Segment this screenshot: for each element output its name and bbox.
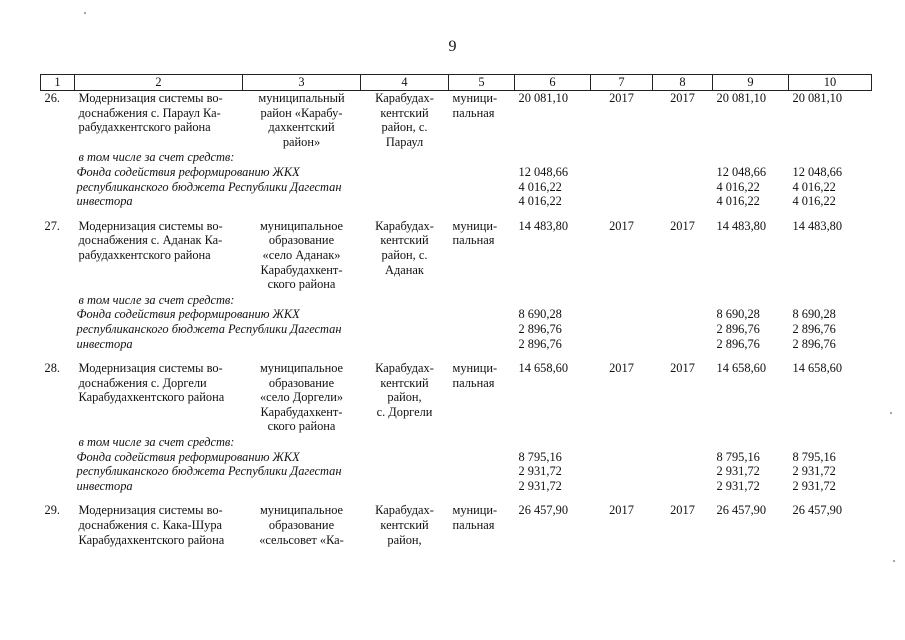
funding-source-row (41, 337, 872, 352)
funding-source-row (41, 464, 872, 479)
project-row (41, 503, 872, 547)
spacer-cell (41, 464, 75, 479)
funding-source-col9: 2 931,72 (716, 464, 760, 479)
column-number: 4 (361, 75, 449, 91)
spacer-cell (41, 194, 75, 209)
project-name-line: рабудахкентского района (78, 247, 211, 262)
spacer-cell (653, 307, 713, 322)
funding-source-label: республиканского бюджета Республики Дагестан (76, 464, 342, 479)
spacer-cell (41, 149, 75, 165)
spacer-cell (653, 180, 713, 195)
funding-source-col10: 4 016,22 (792, 194, 836, 209)
project-owner-line: «село Доргели» (259, 390, 344, 405)
project-name-line: доснабжения с. Доргели (78, 375, 207, 390)
ownership-line: пальная (452, 105, 495, 120)
spacer-cell (41, 307, 75, 322)
project-owner (243, 503, 361, 547)
funding-source-amount: 4 016,22 (518, 179, 562, 194)
project-name-line: Модернизация системы во- (78, 503, 223, 518)
spacer-cell (41, 180, 75, 195)
funding-source-label: Фонда содействия реформированию ЖКХ (76, 307, 300, 322)
project-name (75, 91, 243, 150)
project-owner-line: образование (268, 375, 335, 390)
column-9-value: 14 483,80 (716, 218, 767, 233)
column-10-value: 14 658,60 (792, 361, 843, 376)
project-owner-line: муниципальное (259, 361, 344, 376)
funding-source-amount: 8 795,16 (518, 449, 562, 464)
project-owner-line: Карабудахкент- (260, 262, 343, 277)
total-cost: 14 658,60 (518, 361, 569, 376)
funding-source-col9: 8 690,28 (716, 307, 760, 322)
funding-source-label: Фонда содействия реформированию ЖКХ (76, 164, 300, 179)
project-owner-line: «сельсовет «Ка- (259, 532, 344, 547)
spacer-cell (653, 479, 713, 494)
project-owner-line: муниципальный (258, 91, 345, 105)
project-owner-line: муниципальное (259, 218, 344, 233)
funding-source-amount: 8 690,28 (518, 307, 562, 322)
funding-source-label: республиканского бюджета Республики Дагестан (76, 321, 342, 336)
column-number: 3 (243, 75, 361, 91)
start-year: 2017 (609, 503, 634, 518)
project-name-line: Карабудахкентского района (78, 390, 225, 405)
project-owner (243, 219, 361, 292)
column-number: 2 (75, 75, 243, 91)
funding-source-amount: 2 896,76 (518, 336, 562, 351)
column-10-value: 14 483,80 (792, 218, 843, 233)
funding-source-col9: 12 048,66 (716, 164, 767, 179)
project-owner-line: дахкентский (268, 120, 335, 135)
spacer-cell (591, 307, 653, 322)
funding-subheading: в том числе за счет средств: (78, 292, 235, 307)
spacer-cell (653, 322, 713, 337)
spacer-cell (591, 450, 653, 465)
start-year: 2017 (609, 361, 634, 376)
funding-source-row (41, 194, 872, 209)
row-spacer (41, 351, 872, 361)
project-name-line: Карабудахкентского района (78, 532, 225, 547)
funding-subheading: в том числе за счет средств: (78, 150, 235, 165)
funding-source-col10: 2 896,76 (792, 336, 836, 351)
project-name-line: Модернизация системы во- (78, 218, 223, 233)
column-number: 10 (789, 75, 872, 91)
project-name-line: доснабжения с. Параул Ка- (78, 105, 221, 120)
project-owner-line: образование (268, 233, 335, 248)
project-location (361, 91, 449, 150)
ownership-type (449, 503, 515, 547)
start-year: 2017 (609, 91, 634, 105)
ownership-line: муници- (452, 218, 498, 233)
ownership-type (449, 361, 515, 434)
project-location (361, 503, 449, 547)
spacer-cell (591, 322, 653, 337)
funding-source-row (41, 165, 872, 180)
row-spacer (41, 209, 872, 219)
ownership-line: муници- (452, 91, 498, 105)
funding-source-label: инвестора (76, 194, 133, 209)
funding-source-amount: 2 896,76 (518, 321, 562, 336)
project-location-line: кентский (380, 518, 429, 533)
project-location-line: кентский (380, 105, 429, 120)
project-row (41, 219, 872, 292)
funding-subheading: в том числе за счет средств: (78, 435, 235, 450)
project-number: 29. (44, 503, 60, 518)
spacer-cell (41, 479, 75, 494)
end-year: 2017 (670, 503, 695, 518)
project-location-line: район, с. (381, 120, 428, 135)
project-location-line: район, с. (381, 247, 428, 262)
project-name-line: Модернизация системы во- (78, 91, 223, 105)
project-number: 26. (44, 91, 60, 105)
end-year: 2017 (670, 361, 695, 376)
funding-source-col9: 2 896,76 (716, 336, 760, 351)
project-owner-line: район «Карабу- (260, 105, 343, 120)
project-number: 27. (44, 218, 60, 233)
column-10-value: 20 081,10 (792, 91, 843, 105)
project-owner-line: муниципальное (259, 503, 344, 518)
spacer-cell (591, 180, 653, 195)
funding-source-col10: 12 048,66 (792, 164, 843, 179)
scan-speck (890, 412, 892, 414)
funding-source-col9: 4 016,22 (716, 179, 760, 194)
funding-source-label: инвестора (76, 478, 133, 493)
ownership-line: пальная (452, 518, 495, 533)
column-number: 7 (591, 75, 653, 91)
funding-source-row (41, 180, 872, 195)
end-year: 2017 (670, 218, 695, 233)
spacer-cell (653, 450, 713, 465)
funding-source-label: Фонда содействия реформированию ЖКХ (76, 449, 300, 464)
funding-source-col9: 2 931,72 (716, 478, 760, 493)
project-owner-line: район» (282, 134, 321, 149)
funding-source-amount: 2 931,72 (518, 478, 562, 493)
funding-source-row (41, 450, 872, 465)
project-location-line: Карабудах- (375, 361, 434, 376)
funding-source-col9: 8 795,16 (716, 449, 760, 464)
funding-source-col10: 2 896,76 (792, 321, 836, 336)
total-cost: 20 081,10 (518, 91, 569, 105)
spacer-cell (41, 209, 872, 219)
project-location-line: Карабудах- (375, 503, 434, 518)
column-number: 6 (515, 75, 591, 91)
column-number: 5 (449, 75, 515, 91)
project-location (361, 219, 449, 292)
funding-subheading-row (41, 434, 872, 450)
project-location-line: Карабудах- (375, 91, 434, 105)
project-location-line: Аданак (385, 262, 424, 277)
column-10-value: 26 457,90 (792, 503, 843, 518)
spacer-cell (653, 464, 713, 479)
project-location-line: район, (387, 390, 422, 405)
total-cost: 14 483,80 (518, 218, 569, 233)
funding-subheading-row (41, 149, 872, 165)
project-location-line: Карабудах- (375, 218, 434, 233)
spacer-cell (591, 464, 653, 479)
total-cost: 26 457,90 (518, 503, 569, 518)
investment-table (40, 74, 872, 547)
spacer-cell (41, 165, 75, 180)
project-location-line: Параул (385, 134, 424, 149)
funding-source-label: республиканского бюджета Республики Дагестан (76, 179, 342, 194)
column-number: 8 (653, 75, 713, 91)
funding-source-amount: 4 016,22 (518, 194, 562, 209)
project-owner-line: ского района (267, 277, 336, 292)
spacer-cell (653, 165, 713, 180)
funding-source-col10: 8 690,28 (792, 307, 836, 322)
funding-source-col10: 2 931,72 (792, 464, 836, 479)
page-number: 9 (448, 38, 457, 55)
project-name (75, 219, 243, 292)
funding-source-row (41, 322, 872, 337)
project-row (41, 361, 872, 434)
start-year: 2017 (609, 218, 634, 233)
spacer-cell (41, 322, 75, 337)
spacer-cell (591, 337, 653, 352)
funding-source-col9: 2 896,76 (716, 321, 760, 336)
column-number: 9 (713, 75, 789, 91)
project-location (361, 361, 449, 434)
funding-source-amount: 12 048,66 (518, 164, 569, 179)
project-name (75, 503, 243, 547)
ownership-line: муници- (452, 361, 498, 376)
spacer-cell (591, 479, 653, 494)
project-owner (243, 361, 361, 434)
funding-source-amount: 2 931,72 (518, 464, 562, 479)
spacer-cell (653, 194, 713, 209)
column-number-row (41, 75, 872, 91)
funding-subheading-row (41, 292, 872, 308)
project-owner-line: «село Аданак» (262, 247, 341, 262)
project-location-line: район, (387, 532, 422, 547)
spacer-cell (41, 292, 75, 308)
ownership-line: пальная (452, 233, 495, 248)
row-spacer (41, 493, 872, 503)
ownership-line: пальная (452, 375, 495, 390)
spacer-cell (41, 434, 75, 450)
column-9-value: 20 081,10 (716, 91, 767, 105)
project-owner (243, 91, 361, 150)
spacer-cell (41, 493, 872, 503)
project-owner-line: Карабудахкент- (260, 404, 343, 419)
funding-source-label: инвестора (76, 336, 133, 351)
project-name (75, 361, 243, 434)
project-location-line: с. Доргели (376, 404, 433, 419)
funding-source-col10: 2 931,72 (792, 478, 836, 493)
project-location-line: кентский (380, 375, 429, 390)
spacer-cell (653, 337, 713, 352)
funding-source-row (41, 479, 872, 494)
end-year: 2017 (670, 91, 695, 105)
spacer-cell (41, 337, 75, 352)
spacer-cell (41, 351, 872, 361)
project-location-line: кентский (380, 233, 429, 248)
project-row (41, 91, 872, 150)
project-owner-line: образование (268, 518, 335, 533)
scan-speck (84, 12, 86, 14)
column-number: 1 (41, 75, 75, 91)
ownership-type (449, 219, 515, 292)
column-9-value: 26 457,90 (716, 503, 767, 518)
spacer-cell (41, 450, 75, 465)
scan-speck (893, 560, 895, 562)
funding-source-col10: 8 795,16 (792, 449, 836, 464)
ownership-line: муници- (452, 503, 498, 518)
project-name-line: доснабжения с. Кака-Шура (78, 518, 223, 533)
funding-source-row (41, 307, 872, 322)
spacer-cell (591, 165, 653, 180)
ownership-type (449, 91, 515, 150)
project-number: 28. (44, 361, 60, 376)
funding-source-col9: 4 016,22 (716, 194, 760, 209)
funding-source-col10: 4 016,22 (792, 179, 836, 194)
project-name-line: доснабжения с. Аданак Ка- (78, 233, 223, 248)
project-name-line: Модернизация системы во- (78, 361, 223, 376)
column-9-value: 14 658,60 (716, 361, 767, 376)
project-owner-line: ского района (267, 419, 336, 434)
project-name-line: рабудахкентского района (78, 120, 211, 135)
spacer-cell (591, 194, 653, 209)
